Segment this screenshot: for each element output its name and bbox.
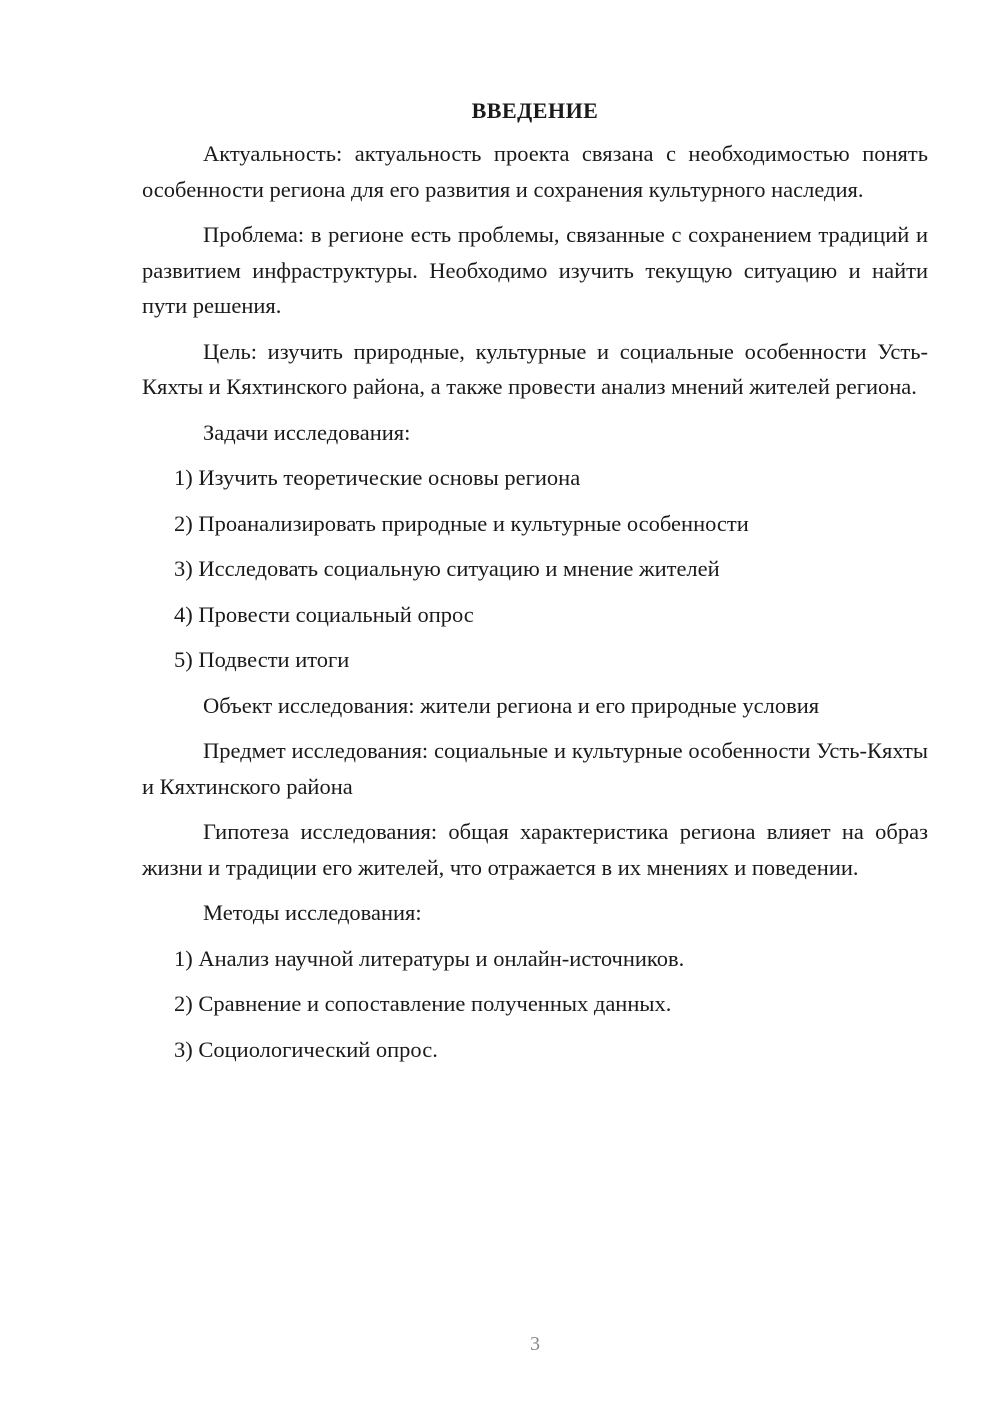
task-item: 2) Проанализировать природные и культурные особенности — [174, 510, 749, 536]
document-page — [142, 96, 928, 1077]
subject-paragraph: Предмет исследования: социальные и культурные особенности Усть-Кяхты и Кяхтинского района — [142, 738, 928, 799]
task-item: 3) Исследовать социальную ситуацию и мнение жителей — [174, 556, 720, 581]
task-item: 1) Изучить теоретические основы региона — [174, 465, 581, 490]
hypothesis-paragraph: Гипотеза исследования: общая характеристика региона влияет на образ жизни и традиции его жителей, что отражается в их мнениях и поведении. — [142, 819, 928, 880]
tasks-heading: Задачи исследования: — [203, 419, 411, 445]
task-item: 5) Подвести итоги — [174, 647, 350, 672]
goal-paragraph: Цель: изучить природные, культурные и социальные особенности Усть-Кяхты и Кяхтинского района, а также провести анализ мнений жителей региона. — [142, 338, 928, 399]
document-heading: ВВЕДЕНИЕ — [471, 98, 599, 123]
page-number: 3 — [530, 1333, 540, 1355]
object-paragraph: Объект исследования: жители региона и его природные условия — [203, 692, 820, 718]
method-item: 3) Социологический опрос. — [174, 1036, 438, 1062]
relevance-paragraph: Актуальность: актуальность проекта связана с необходимостью понять особенности региона для его развития и сохранения культурного наследия. — [142, 141, 928, 202]
method-item: 2) Сравнение и сопоставление полученных данных. — [174, 991, 672, 1016]
methods-heading: Методы исследования: — [203, 900, 422, 925]
method-item: 1) Анализ научной литературы и онлайн-источников. — [174, 945, 685, 971]
problem-paragraph: Проблема: в регионе есть проблемы, связанные с сохранением традиций и развитием инфраструктуры. Необходимо изучить текущую ситуацию и найти пути решения. — [142, 222, 928, 318]
task-item: 4) Провести социальный опрос — [174, 601, 474, 627]
